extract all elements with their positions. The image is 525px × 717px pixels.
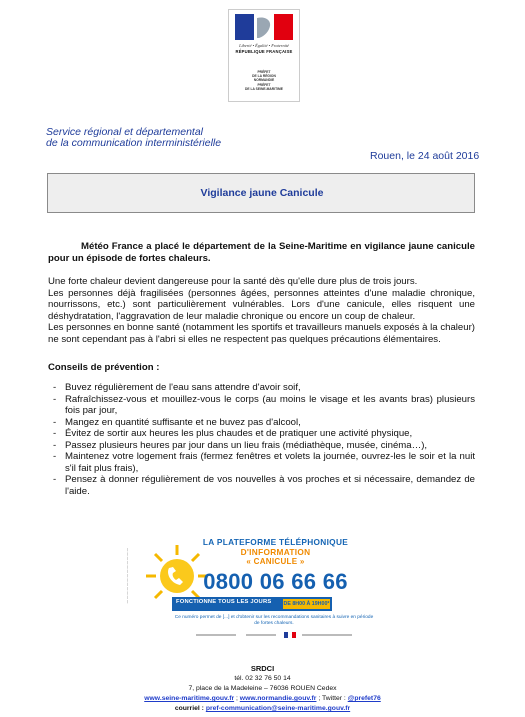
bullet-dash: - <box>53 474 57 485</box>
prefect-lines <box>231 70 297 91</box>
marianne-logo-icon <box>235 14 293 40</box>
link-normandie[interactable]: www.normandie.gouv.fr <box>239 695 317 702</box>
prefect-line: PRÉFET <box>257 82 271 87</box>
intro-paragraph: Météo France a placé le département de la Seine-Maritime en vigilance jaune canicule pour un épisode de fortes chaleurs. <box>48 241 475 264</box>
advice-list <box>48 382 475 497</box>
link-seine-maritime[interactable]: www.seine-maritime.gouv.fr <box>144 695 235 702</box>
republic-label: RÉPUBLIQUE FRANÇAISE <box>235 49 293 54</box>
advice-text: Maintenez votre logement frais (fermez fenêtres et volets la journée, ouvrez-les le soir et la nuit s'il fait plus frais), <box>65 451 475 474</box>
bullet-dash: - <box>53 382 57 393</box>
service-line-1: Service régional et départemental <box>46 126 204 138</box>
bullet-dash: - <box>53 428 57 439</box>
marianne-logo-block <box>228 9 300 102</box>
canicule-banner <box>134 531 375 642</box>
paragraph: Les personnes en bonne santé (notamment les sportifs et travailleurs manuels exposés à la chaleur) ne sont cependant pas à l'abri si elles ne respectent pas quelques précautions élémentaires. <box>48 322 475 345</box>
advice-text: Pensez à donner régulièrement de vos nouvelles à vos proches et si nécessaire, demandez de l'aide. <box>65 474 475 497</box>
document-title: Vigilance jaune Canicule <box>200 187 324 199</box>
list-item <box>48 382 475 394</box>
prefect-line: NORMANDIE <box>253 78 275 83</box>
advice-text: Passez plusieurs heures par jour dans un lieu frais (médiathèque, musée, cinéma…), <box>65 439 428 451</box>
body-paragraphs <box>48 276 475 345</box>
advice-text: Buvez régulièrement de l'eau sans attendre d'avoir soif, <box>65 382 301 393</box>
banner-heading-3: « CANICULE » <box>246 557 305 566</box>
service-line-2: de la communication interministérielle <box>46 137 222 149</box>
prefect-line: PRÉFET <box>257 70 271 74</box>
advice-text: Évitez de sortir aux heures les plus chaudes et de pratiquer une activité physique, <box>65 428 413 439</box>
banner-vertical-note: — — — — — — — — — — — — — <box>125 548 129 604</box>
banner-heading-2: D'INFORMATION <box>240 547 311 557</box>
advice-text: Rafraîchissez-vous et mouillez-vous le corps (au moins le visage et les avants bras) plusieurs fois par jour, <box>65 393 475 416</box>
prefect-line: DE LA SEINE-MARITIME <box>245 86 283 91</box>
link-twitter[interactable]: @prefet76 <box>347 695 381 702</box>
email-label: courriel : <box>174 705 204 712</box>
phone-number: 0800 06 66 66 <box>203 569 348 594</box>
bullet-dash: - <box>53 451 57 462</box>
footer-org: SRDCI <box>250 664 275 673</box>
document-date: Rouen, le 24 août 2016 <box>370 150 480 162</box>
bullet-dash: - <box>53 393 57 405</box>
bullet-dash: - <box>53 439 57 451</box>
list-item <box>48 451 475 474</box>
footer-email-line <box>0 705 525 712</box>
list-item <box>48 417 475 429</box>
hours-badge: DE 8H00 À 19H00* <box>283 601 330 607</box>
banner-note: Ce numéro permet de [...] et d'obtenir sur les recommandations sanitaires à suivre en période de fortes chaleurs. <box>174 615 374 626</box>
advice-heading: Conseils de prévention : <box>48 362 160 373</box>
bullet-dash: - <box>53 416 57 428</box>
list-item <box>48 474 475 497</box>
list-item <box>48 428 475 440</box>
prefect-line: DE LA RÉGION <box>252 74 276 79</box>
hours-text: FONCTIONNE TOUS LES JOURS <box>176 599 272 605</box>
banner-footer-logos <box>196 632 366 638</box>
motto: Liberté • Égalité • Fraternité <box>239 43 289 48</box>
twitter-label: Twitter : <box>322 695 346 702</box>
advice-text: Mangez en quantité suffisante et ne buvez pas d'alcool, <box>65 416 301 428</box>
title-box <box>47 173 475 213</box>
email-link[interactable]: pref-communication@seine-maritime.gouv.fr <box>205 705 351 712</box>
hours-bar <box>172 597 332 611</box>
footer-tel: tél. 02 32 76 50 14 <box>234 675 291 682</box>
footer-address: 7, place de la Madeleine – 76036 ROUEN Cedex <box>188 685 337 692</box>
footer-links: www.seine-maritime.gouv.fr ; www.normandie.gouv.fr ; Twitter : @prefet76 <box>144 695 381 702</box>
paragraph: Les personnes déjà fragilisées (personnes âgées, personnes atteintes d'une maladie chronique, nourrissons, etc.) sont particulièrement vulnérables. Lors d'une canicule, elles risquent une déshydratation, l'aggravation de leur maladie chronique ou encore un coup de chaleur. <box>48 287 475 322</box>
list-item <box>48 440 475 452</box>
list-item <box>48 394 475 417</box>
banner-heading-1: LA PLATEFORME TÉLÉPHONIQUE <box>202 537 349 547</box>
paragraph: Une forte chaleur devient dangereuse pour la santé dès qu'elle dure plus de trois jours. <box>48 276 418 287</box>
